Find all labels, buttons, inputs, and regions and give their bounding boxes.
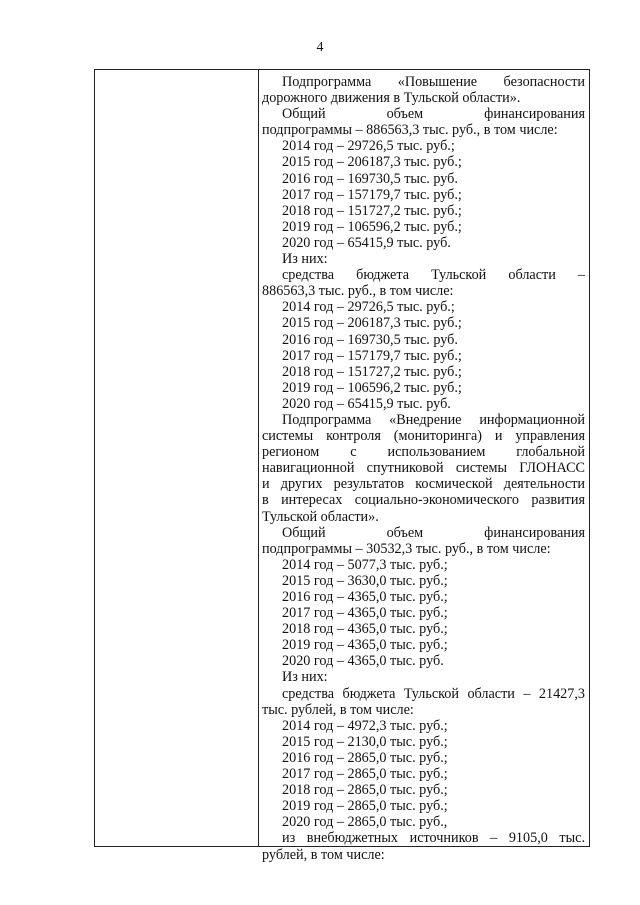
- text-line: в интересах социально-экономического развития: [262, 492, 585, 509]
- text-line: Общий объем финансирования: [282, 106, 585, 123]
- table-left-cell: [95, 70, 258, 846]
- text-line: 2018 год – 4365,0 тыс. руб.;: [282, 621, 448, 638]
- text-line: 2014 год – 4972,3 тыс. руб.;: [282, 717, 448, 734]
- text-line: 2019 год – 106596,2 тыс. руб.;: [282, 218, 462, 235]
- text-line: Тульской области».: [262, 508, 379, 525]
- financing-text-cell: [262, 74, 585, 863]
- text-line: регионом с использованием глобальной: [262, 444, 585, 461]
- text-line: 2015 год – 3630,0 тыс. руб.;: [282, 572, 448, 589]
- text-line: 2016 год – 169730,5 тыс. руб.: [282, 331, 458, 348]
- text-line: средства бюджета Тульской области – 21427,3: [282, 685, 585, 702]
- text-line: 2020 год – 65415,9 тыс. руб.: [282, 395, 451, 412]
- text-line: дорожного движения в Тульской области».: [262, 90, 521, 107]
- text-line: средства бюджета Тульской области –: [282, 267, 585, 284]
- text-line: Подпрограмма «Внедрение информационной: [282, 411, 585, 428]
- text-line: 2016 год – 2865,0 тыс. руб.;: [282, 749, 448, 766]
- financing-table: [94, 69, 590, 863]
- text-line: 2014 год – 29726,5 тыс. руб.;: [282, 138, 455, 155]
- text-line: и других результатов космической деятельности: [262, 476, 585, 493]
- text-line: навигационной спутниковой системы ГЛОНАСС: [262, 460, 585, 477]
- column-divider: [258, 70, 259, 846]
- text-line: Подпрограмма «Повышение безопасности: [282, 74, 585, 90]
- text-line: рублей, в том числе:: [262, 846, 385, 863]
- text-line: 2018 год – 151727,2 тыс. руб.;: [282, 363, 462, 380]
- text-line: 886563,3 тыс. руб., в том числе:: [262, 283, 454, 300]
- text-line: 2017 год – 4365,0 тыс. руб.;: [282, 605, 448, 622]
- text-line: 2019 год – 2865,0 тыс. руб.;: [282, 798, 448, 815]
- page-number: 4: [316, 40, 324, 55]
- text-line: 2015 год – 206187,3 тыс. руб.;: [282, 154, 462, 171]
- text-line: 2017 год – 157179,7 тыс. руб.;: [282, 347, 462, 364]
- text-line: 2018 год – 151727,2 тыс. руб.;: [282, 202, 462, 219]
- text-line: 2017 год – 2865,0 тыс. руб.;: [282, 766, 448, 783]
- text-line: 2014 год – 29726,5 тыс. руб.;: [282, 299, 455, 316]
- text-line: из внебюджетных источников – 9105,0 тыс.: [282, 830, 585, 847]
- text-line: 2020 год – 4365,0 тыс. руб.: [282, 653, 444, 670]
- text-line: 2020 год – 2865,0 тыс. руб.,: [282, 814, 448, 831]
- text-line: Из них:: [282, 251, 328, 268]
- text-line: 2014 год – 5077,3 тыс. руб.;: [282, 556, 448, 573]
- text-line: 2017 год – 157179,7 тыс. руб.;: [282, 186, 462, 203]
- text-line: Из них:: [282, 669, 328, 686]
- text-line: 2015 год – 2130,0 тыс. руб.;: [282, 733, 448, 750]
- text-line: 2018 год – 2865,0 тыс. руб.;: [282, 782, 448, 799]
- text-line: 2016 год – 4365,0 тыс. руб.;: [282, 589, 448, 605]
- text-line: 2016 год – 169730,5 тыс. руб.: [282, 170, 458, 187]
- text-line: подпрограммы – 886563,3 тыс. руб., в том числе:: [262, 122, 558, 139]
- text-line: 2019 год – 106596,2 тыс. руб.;: [282, 379, 462, 396]
- text-line: Общий объем финансирования: [282, 524, 585, 541]
- text-line: 2020 год – 65415,9 тыс. руб.: [282, 234, 451, 251]
- text-line: системы контроля (мониторинга) и управления: [262, 428, 585, 445]
- text-line: 2019 год – 4365,0 тыс. руб.;: [282, 637, 448, 654]
- text-line: подпрограммы – 30532,3 тыс. руб., в том числе:: [262, 540, 551, 557]
- text-line: 2015 год – 206187,3 тыс. руб.;: [282, 315, 462, 332]
- text-line: тыс. рублей, в том числе:: [262, 701, 414, 718]
